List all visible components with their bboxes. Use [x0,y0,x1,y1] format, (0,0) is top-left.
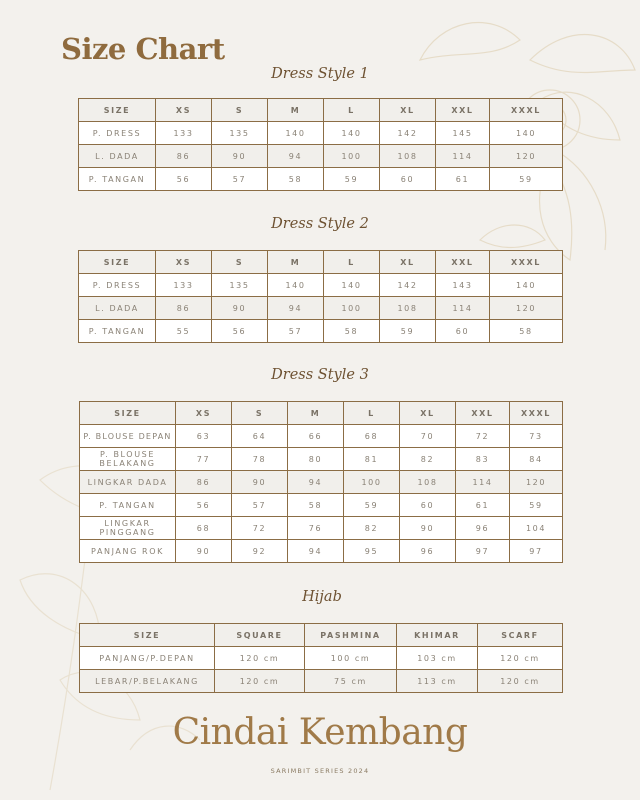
cell: 94 [268,297,324,320]
cell: 82 [344,517,400,540]
cell: 56 [156,168,212,191]
cell: 96 [456,517,510,540]
cell: 97 [456,540,510,563]
header-cell: XXL [436,251,490,274]
cell: 68 [344,425,400,448]
header-cell: KHIMAR [397,624,478,647]
cell: 96 [400,540,456,563]
table-row [80,471,563,494]
cell: 90 [212,145,268,168]
header-cell: M [288,402,344,425]
cell: 120 [510,471,563,494]
header-cell: M [268,99,324,122]
cell: 61 [436,168,490,191]
cell: 114 [436,297,490,320]
section-title-dress-style-3: Dress Style 3 [271,367,369,383]
cell: 80 [288,448,344,471]
cell: 61 [456,494,510,517]
row-label: LINGKAR DADA [80,471,176,494]
cell: 58 [324,320,380,343]
cell: 103 cm [397,647,478,670]
cell: 100 [344,471,400,494]
cell: 143 [436,274,490,297]
cell: 140 [490,274,563,297]
cell: 113 cm [397,670,478,693]
header-cell: XS [156,251,212,274]
cell: 90 [212,297,268,320]
cell: 63 [176,425,232,448]
row-label: P. DRESS [79,274,156,297]
row-label: L. DADA [79,145,156,168]
cell: 60 [380,168,436,191]
cell: 135 [212,274,268,297]
cell: 73 [510,425,563,448]
header-cell: SIZE [80,402,176,425]
table-row [80,425,563,448]
cell: 90 [176,540,232,563]
row-label: LEBAR/P.BELAKANG [80,670,215,693]
header-cell: M [268,251,324,274]
header-cell: XXXL [490,99,563,122]
row-label: P. DRESS [79,122,156,145]
row-label: LINGKAR PINGGANG [80,517,176,540]
cell: 59 [344,494,400,517]
cell: 64 [232,425,288,448]
table-row [80,540,563,563]
cell: 70 [400,425,456,448]
cell: 108 [380,297,436,320]
brand-logo-text: Cindai Kembang [172,712,468,753]
cell: 83 [456,448,510,471]
cell: 60 [436,320,490,343]
table-row [80,494,563,517]
cell: 142 [380,274,436,297]
size-table-dress-style-2 [78,250,563,343]
section-title-dress-style-1: Dress Style 1 [271,66,369,82]
cell: 100 [324,297,380,320]
cell: 59 [510,494,563,517]
cell: 104 [510,517,563,540]
header-cell: L [324,251,380,274]
size-table-dress-style-3 [79,401,563,563]
cell: 57 [212,168,268,191]
cell: 81 [344,448,400,471]
cell: 140 [490,122,563,145]
table-row [79,145,563,168]
section-title-dress-style-2: Dress Style 2 [271,216,369,232]
cell: 120 [490,145,563,168]
cell: 114 [456,471,510,494]
cell: 72 [456,425,510,448]
cell: 135 [212,122,268,145]
table-row [80,517,563,540]
header-cell: L [324,99,380,122]
cell: 68 [176,517,232,540]
row-label: PANJANG/P.DEPAN [80,647,215,670]
table-row [79,122,563,145]
cell: 95 [344,540,400,563]
size-table-dress-style-1 [78,98,563,191]
cell: 82 [400,448,456,471]
cell: 120 cm [478,670,563,693]
row-label: P. TANGAN [79,320,156,343]
cell: 94 [288,540,344,563]
header-cell: L [344,402,400,425]
header-cell: XS [176,402,232,425]
cell: 140 [324,274,380,297]
cell: 90 [400,517,456,540]
cell: 114 [436,145,490,168]
table-row [80,448,563,471]
header-cell: SIZE [79,99,156,122]
cell: 57 [268,320,324,343]
table-row [80,670,563,693]
cell: 140 [324,122,380,145]
cell: 108 [380,145,436,168]
cell: 55 [156,320,212,343]
cell: 140 [268,274,324,297]
header-cell: XL [380,251,436,274]
cell: 59 [324,168,380,191]
header-cell: XXXL [490,251,563,274]
header-cell: PASHMINA [305,624,397,647]
cell: 58 [288,494,344,517]
table-row [79,297,563,320]
cell: 97 [510,540,563,563]
header-cell: SIZE [80,624,215,647]
cell: 120 cm [215,670,305,693]
cell: 56 [212,320,268,343]
cell: 59 [380,320,436,343]
row-label: P. BLOUSE DEPAN [80,425,176,448]
header-cell: XS [156,99,212,122]
header-cell: XXXL [510,402,563,425]
cell: 120 cm [478,647,563,670]
row-label: P. TANGAN [80,494,176,517]
cell: 86 [176,471,232,494]
header-cell: S [212,99,268,122]
header-cell: XL [380,99,436,122]
cell: 86 [156,297,212,320]
row-label: P. TANGAN [79,168,156,191]
cell: 84 [510,448,563,471]
header-cell: XL [400,402,456,425]
cell: 58 [490,320,563,343]
cell: 72 [232,517,288,540]
cell: 76 [288,517,344,540]
row-label: P. BLOUSE BELAKANG [80,448,176,471]
cell: 133 [156,122,212,145]
size-table-hijab [79,623,563,693]
cell: 86 [156,145,212,168]
cell: 92 [232,540,288,563]
header-cell: SQUARE [215,624,305,647]
row-label: PANJANG ROK [80,540,176,563]
cell: 142 [380,122,436,145]
cell: 108 [400,471,456,494]
section-title-hijab: Hijab [302,589,342,605]
row-label: L. DADA [79,297,156,320]
header-cell: S [212,251,268,274]
table-row [79,274,563,297]
header-cell: SIZE [79,251,156,274]
header-cell: S [232,402,288,425]
cell: 78 [232,448,288,471]
header-cell: XXL [456,402,510,425]
table-row [79,168,563,191]
cell: 120 cm [215,647,305,670]
page-title: Size Chart [61,32,225,66]
cell: 75 cm [305,670,397,693]
cell: 59 [490,168,563,191]
table-row [79,320,563,343]
cell: 77 [176,448,232,471]
cell: 60 [400,494,456,517]
header-cell: SCARF [478,624,563,647]
table-row [80,647,563,670]
header-cell: XXL [436,99,490,122]
cell: 56 [176,494,232,517]
cell: 57 [232,494,288,517]
cell: 140 [268,122,324,145]
cell: 66 [288,425,344,448]
cell: 94 [288,471,344,494]
cell: 58 [268,168,324,191]
cell: 120 [490,297,563,320]
cell: 90 [232,471,288,494]
cell: 100 cm [305,647,397,670]
cell: 94 [268,145,324,168]
cell: 133 [156,274,212,297]
cell: 145 [436,122,490,145]
cell: 100 [324,145,380,168]
brand-subtitle: SARIMBIT SERIES 2024 [270,767,370,775]
